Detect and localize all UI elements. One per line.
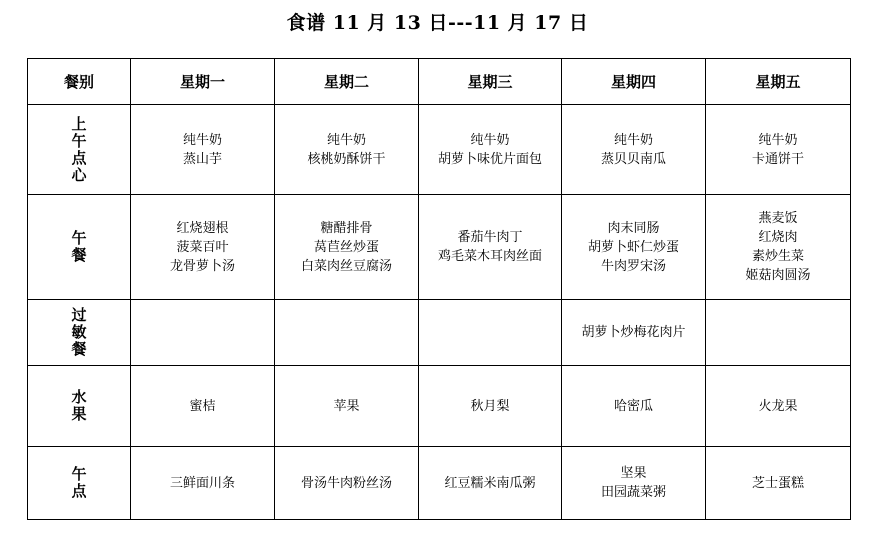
dish-item: 骨汤牛肉粉丝汤	[300, 475, 392, 491]
menu-cell-wednesday	[419, 300, 562, 366]
dish-item: 哈密瓜	[613, 398, 653, 414]
meal-type-text: 上午点心	[71, 114, 87, 184]
menu-cell-monday	[131, 195, 275, 300]
dish-item: 卡通饼干	[751, 151, 804, 167]
meal-type-label	[28, 447, 131, 520]
dish-item: 纯牛奶	[182, 132, 222, 148]
dish-item: 田园蔬菜粥	[600, 485, 666, 500]
dish-item: 菠菜百叶	[176, 239, 229, 255]
meal-type-text: 午点	[71, 465, 87, 500]
menu-cell-thursday	[562, 366, 706, 447]
menu-cell-friday	[706, 300, 851, 366]
meal-type-label	[28, 300, 131, 366]
row-morning-snack	[28, 105, 851, 195]
menu-cell-wednesday	[419, 195, 562, 300]
meal-type-text: 过敏餐	[71, 306, 87, 358]
meal-type-label	[28, 105, 131, 195]
dish-item: 鸡毛菜木耳肉丝面	[437, 249, 542, 264]
dish-item: 糖醋排骨	[320, 220, 373, 236]
row-lunch	[28, 195, 851, 300]
dish-item: 纯牛奶	[758, 132, 798, 148]
row-allergy-meal	[28, 300, 851, 366]
dish-item: 纯牛奶	[613, 132, 653, 148]
dish-item: 核桃奶酥饼干	[307, 151, 386, 167]
menu-cell-thursday	[562, 447, 706, 520]
menu-cell-monday	[131, 447, 275, 520]
meal-type-label	[28, 195, 131, 300]
dish-item: 苹果	[333, 398, 360, 414]
dish-item: 三鲜面川条	[169, 475, 235, 491]
dish-item: 纯牛奶	[326, 132, 366, 148]
dish-item: 秋月梨	[470, 398, 510, 414]
dish-item: 莴苣丝炒蛋	[313, 239, 379, 255]
dish-item: 番茄牛肉丁	[457, 230, 523, 245]
row-fruit	[28, 366, 851, 447]
meal-type-text: 水果	[71, 388, 87, 423]
menu-cell-tuesday	[275, 300, 419, 366]
page-title: 食谱 11 月 13 日---11 月 17 日	[286, 12, 589, 34]
dish-item: 蜜桔	[189, 398, 216, 414]
menu-table	[27, 58, 851, 520]
dish-item: 胡萝卜炒梅花肉片	[581, 325, 686, 340]
menu-cell-friday	[706, 105, 851, 195]
dish-item: 素炒生菜	[751, 249, 804, 264]
header-wednesday: 星期三	[419, 59, 562, 105]
menu-cell-tuesday	[275, 105, 419, 195]
header-row	[28, 59, 851, 105]
menu-cell-wednesday	[419, 105, 562, 195]
menu-cell-friday	[706, 195, 851, 300]
dish-item: 蒸山芋	[182, 151, 222, 167]
dish-item: 姬菇肉圆汤	[745, 268, 811, 283]
header-friday: 星期五	[706, 59, 851, 105]
dish-item: 肉末同肠	[607, 220, 660, 236]
header-tuesday: 星期二	[275, 59, 419, 105]
menu-cell-tuesday	[275, 195, 419, 300]
dish-item: 坚果	[620, 466, 647, 481]
menu-cell-tuesday	[275, 366, 419, 447]
dish-item: 胡萝卜虾仁炒蛋	[587, 239, 679, 255]
menu-cell-thursday	[562, 300, 706, 366]
dish-item: 火龙果	[758, 398, 798, 414]
meal-type-text: 午餐	[71, 229, 87, 264]
meal-type-label	[28, 366, 131, 447]
menu-cell-friday	[706, 366, 851, 447]
menu-cell-monday	[131, 105, 275, 195]
dish-item: 芝士蛋糕	[751, 475, 804, 491]
header-monday: 星期一	[131, 59, 275, 105]
header-thursday: 星期四	[562, 59, 706, 105]
dish-item: 牛肉罗宋汤	[600, 258, 666, 274]
menu-cell-thursday	[562, 195, 706, 300]
dish-item: 蒸贝贝南瓜	[600, 151, 666, 167]
menu-cell-friday	[706, 447, 851, 520]
dish-item: 胡萝卜味优片面包	[437, 151, 542, 167]
menu-cell-wednesday	[419, 447, 562, 520]
dish-item: 红豆糯米南瓜粥	[444, 475, 536, 491]
menu-cell-monday	[131, 366, 275, 447]
dish-item: 燕麦饭	[758, 211, 798, 226]
header-meal-type: 餐别	[28, 59, 131, 105]
dish-item: 红烧翅根	[176, 220, 229, 236]
menu-cell-wednesday	[419, 366, 562, 447]
menu-cell-tuesday	[275, 447, 419, 520]
dish-item: 白菜肉丝豆腐汤	[300, 258, 392, 274]
dish-item: 龙骨萝卜汤	[169, 258, 235, 274]
menu-cell-thursday	[562, 105, 706, 195]
menu-cell-monday	[131, 300, 275, 366]
dish-item: 红烧肉	[758, 230, 798, 245]
dish-item: 纯牛奶	[470, 132, 510, 148]
row-afternoon-snack	[28, 447, 851, 520]
